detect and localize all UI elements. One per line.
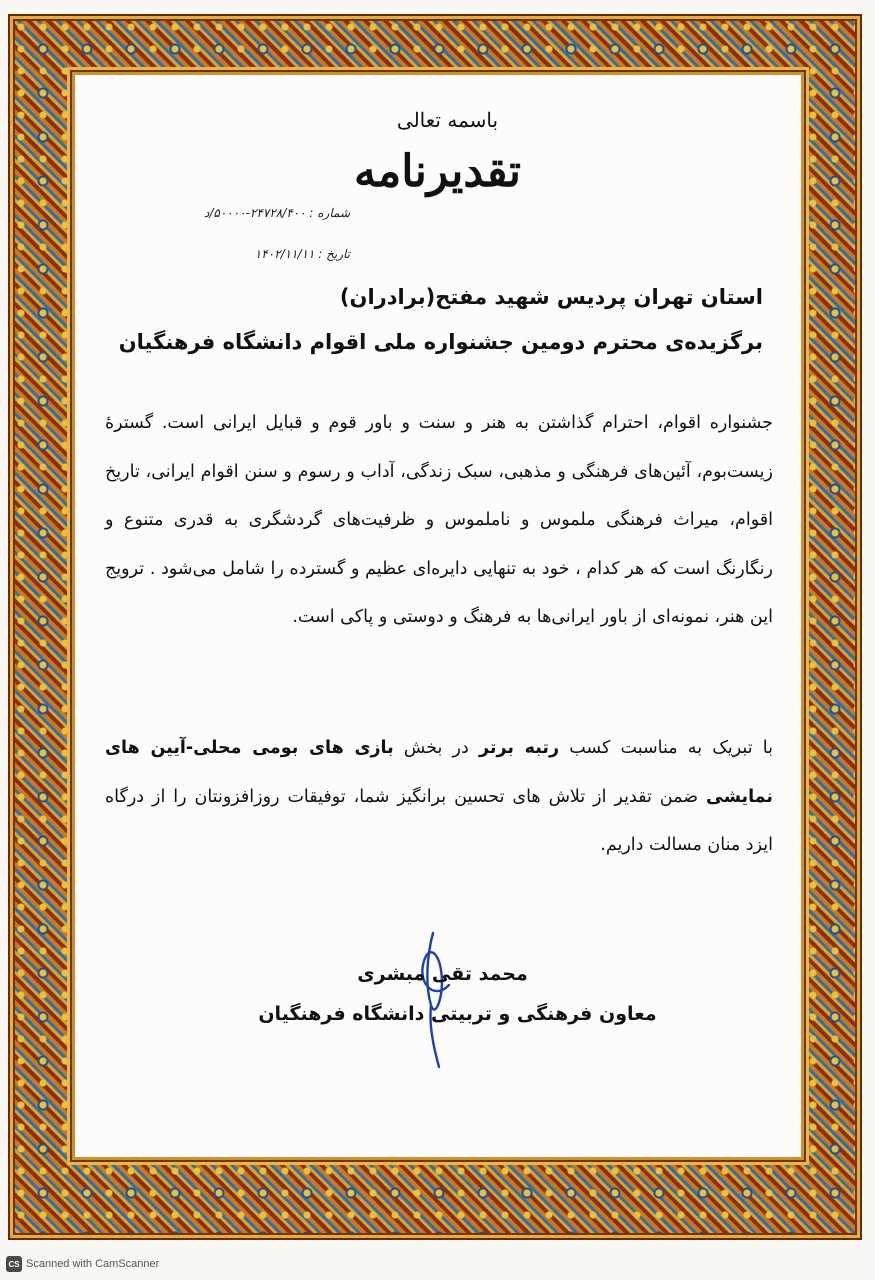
category-highlight: بازی های بومی محلی-آیین های نمایشی [105, 738, 773, 807]
signatory-title: معاون فرهنگی و تربیتی دانشگاه فرهنگیان [258, 1003, 657, 1025]
scanner-watermark [6, 1256, 159, 1272]
handwritten-signature [405, 925, 465, 1075]
certificate-title: تقدیرنامه [354, 146, 521, 197]
paragraph-2-text-2: در بخش [393, 738, 479, 758]
rank-highlight: رتبه برتر [478, 738, 560, 758]
body-paragraph-2 [105, 724, 773, 870]
paragraph-2-text-1: با تبریک به مناسبت کسب [559, 738, 773, 758]
camscanner-logo-icon: CS [6, 1256, 22, 1272]
paragraph-2-text-3: ضمن تقدیر از تلاش های تحسین برانگیز شما، توفیقات روزافزونتان را از درگاه ایزد منان مسالت داریم. [105, 786, 773, 856]
body-paragraph-1: جشنواره اقوام، احترام گذاشتن به هنر و سنت و باور قوم و قبایل ایرانی است. گسترۀ زیست‌بوم، آئین‌های فرهنگی و مذهبی، سبک زندگی، آداب و رسوم و سنن اقوام ایرانی، تاریخ اقوام، میراث فرهنگی ملموس و ناملموس و ظرفیت‌های گردشگری به قدری متنوع و رنگارنگ است که هر کدام ، خود به تنهایی دایره‌ای عظیم و گسترده را شامل می‌شود . ترویج این هنر، نمونه‌ای از باور ایرانی‌ها به فرهنگ و دوستی و پاکی است. [105, 413, 773, 628]
addressee-line-2: برگزیده‌ی محترم دومین جشنواره ملی اقوام دانشگاه فرهنگیان [118, 330, 763, 354]
addressee-line-1: استان تهران پردیس شهید مفتح(برادران) [339, 285, 763, 309]
signatory-name: محمد تقی مبشری [357, 963, 528, 985]
document-date: تاریخ : ۱۴۰۲/۱۱/۱۱ [254, 247, 350, 261]
scanner-text: Scanned with CamScanner [26, 1258, 160, 1270]
basmala-heading: باسمه تعالی [396, 108, 499, 132]
document-number: شماره : ۲۴۷۲۸/۴۰۰-۵۰۰۰۰/د [204, 206, 350, 220]
